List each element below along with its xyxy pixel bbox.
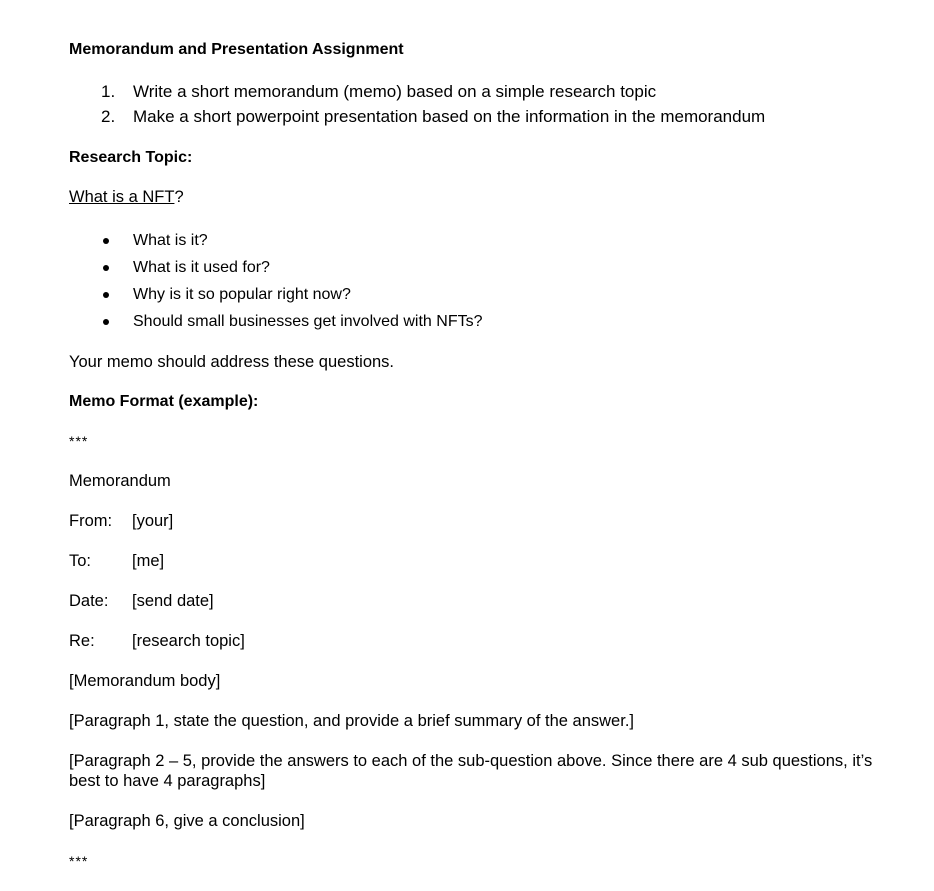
field-value: [your] — [132, 512, 174, 530]
separator-end: *** — [69, 853, 89, 869]
field-label: To: — [69, 552, 92, 570]
sub-question-text: Should small businesses get involved with NFTs? — [133, 313, 483, 330]
field-value: [research topic] — [132, 632, 245, 650]
memo-field-re — [69, 631, 899, 651]
paragraph-6-instruction: [Paragraph 6, give a conclusion] — [69, 812, 305, 830]
topic-question — [69, 187, 899, 207]
memo-title: Memorandum — [69, 472, 171, 490]
sub-question-text: Why is it so popular right now? — [133, 286, 351, 303]
sub-question-text: What is it used for? — [133, 259, 270, 276]
sub-question-item — [69, 308, 899, 335]
bullet-icon — [103, 238, 109, 244]
task-item — [69, 104, 899, 129]
memo-field-from — [69, 511, 899, 531]
bullet-icon — [103, 265, 109, 271]
memo-field-date — [69, 591, 899, 611]
paragraph-1-instruction: [Paragraph 1, state the question, and provide a brief summary of the answer.] — [69, 712, 634, 730]
memo-body-label: [Memorandum body] — [69, 672, 221, 690]
document-title: Memorandum and Presentation Assignment — [69, 41, 404, 58]
field-value: [me] — [132, 552, 165, 570]
field-label: Re: — [69, 632, 95, 650]
topic-question-underlined: What is a NFT — [69, 188, 175, 206]
sub-question-item — [69, 281, 899, 308]
field-value: [send date] — [132, 592, 214, 610]
task-number: 2. — [101, 107, 116, 126]
field-label: Date: — [69, 592, 109, 610]
task-text: Make a short powerpoint presentation based on the information in the memorandum — [133, 107, 766, 126]
sub-question-text: What is it? — [133, 232, 208, 249]
bullet-icon — [103, 292, 109, 298]
memo-field-to — [69, 551, 899, 571]
field-label: From: — [69, 512, 113, 530]
separator-start: *** — [69, 433, 89, 449]
document-page — [69, 40, 899, 891]
paragraph-2-5-instruction: [Paragraph 2 – 5, provide the answers to each of the sub-question above. Since there are 4 sub questions, it’s best to have 4 paragraphs] — [69, 752, 873, 790]
task-number: 1. — [101, 82, 116, 101]
address-note: Your memo should address these questions. — [69, 353, 395, 371]
sub-question-item — [69, 254, 899, 281]
topic-question-mark: ? — [174, 188, 184, 206]
task-item — [69, 79, 899, 104]
memo-format-heading: Memo Format (example): — [69, 393, 259, 410]
sub-question-list — [69, 227, 899, 335]
bullet-icon — [103, 319, 109, 325]
task-text: Write a short memorandum (memo) based on a simple research topic — [133, 82, 657, 101]
task-list — [69, 79, 899, 129]
sub-question-item — [69, 227, 899, 254]
research-topic-heading: Research Topic: — [69, 149, 193, 166]
